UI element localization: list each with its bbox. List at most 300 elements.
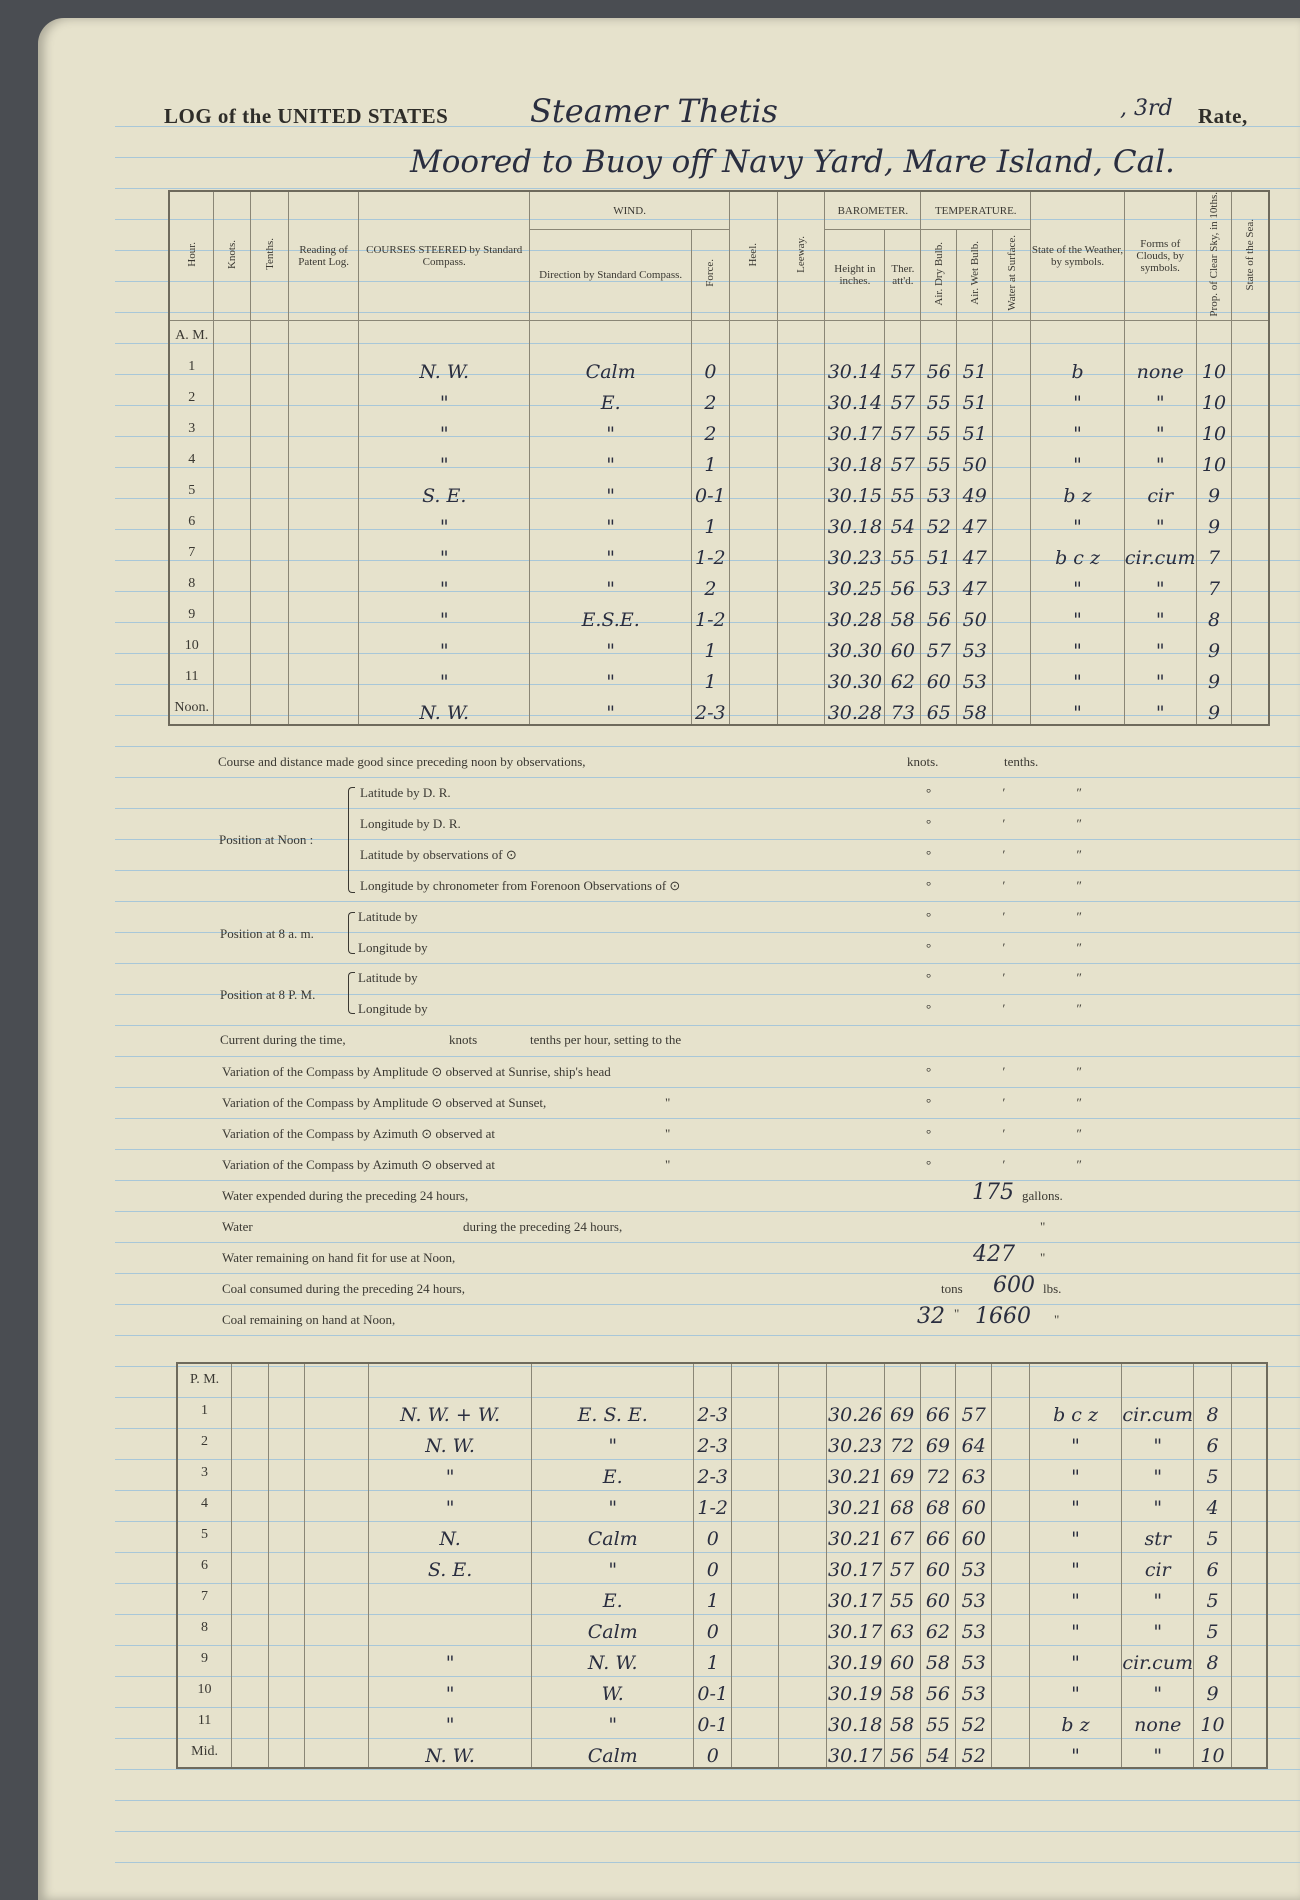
barometer-cell: 30.14 [825, 383, 885, 414]
position-8pm-label: Position at 8 P. M. [220, 987, 316, 1002]
pm8-lon-label: Longitude by [358, 1001, 428, 1016]
lat-dr-label: Latitude by D. R. [360, 785, 451, 800]
barometer-cell: 30.28 [825, 600, 885, 631]
force-cell: 1 [694, 1581, 732, 1612]
current-knots-label: knots [449, 1032, 478, 1047]
col-force: Force. [691, 230, 729, 321]
barometer-cell: 30.18 [825, 507, 885, 538]
ther-attd-cell: 72 [884, 1426, 920, 1457]
clear-sky-cell: 10 [1194, 1736, 1232, 1768]
water-surface-cell [992, 1736, 1029, 1768]
ruled-line [115, 1242, 1300, 1243]
clouds-cell: " [1124, 445, 1196, 476]
dry-bulb-cell: 62 [920, 1612, 956, 1643]
heel-cell [729, 631, 777, 662]
tenths-cell [251, 445, 289, 476]
tenths-cell [251, 693, 289, 725]
rate-label: Rate, [1198, 104, 1248, 128]
ther-attd-cell: 58 [884, 1674, 920, 1705]
knots-cell [232, 1457, 268, 1488]
wind-cell: E. S. E. [532, 1395, 694, 1426]
degree-minute-second-marks: ° ′ ″ [926, 1064, 1116, 1079]
water-surface-cell [992, 1426, 1029, 1457]
course-cell: " [369, 1674, 532, 1705]
ruled-line [115, 1118, 1300, 1119]
current-label: Current during the time, [220, 1032, 346, 1047]
degree-minute-second-marks: ° ′ ″ [926, 909, 1116, 924]
wet-bulb-cell: 51 [957, 352, 993, 383]
position-8am-label: Position at 8 a. m. [220, 926, 314, 941]
ditto-6: " [954, 1306, 960, 1321]
ruled-line [115, 1211, 1300, 1212]
clear-sky-cell: 5 [1194, 1457, 1232, 1488]
leeway-cell [777, 352, 825, 383]
log-row [177, 1457, 1267, 1488]
clear-sky-cell: 6 [1194, 1426, 1232, 1457]
tenths-cell [251, 600, 289, 631]
course-cell [369, 1612, 532, 1643]
force-cell: 1 [691, 631, 729, 662]
force-cell: 0 [694, 1550, 732, 1581]
water-surface-cell [992, 1612, 1029, 1643]
course-cell: N. W. + W. [369, 1395, 532, 1426]
wet-bulb-cell: 53 [956, 1581, 992, 1612]
pm8-lat-label: Latitude by [358, 970, 418, 985]
course-cell: " [369, 1488, 532, 1519]
col-air-dry: Air. Dry Bulb. [921, 230, 957, 321]
force-cell: 0 [694, 1612, 732, 1643]
wind-cell: " [530, 662, 691, 693]
knots-cell [232, 1581, 268, 1612]
tenths-cell [251, 538, 289, 569]
water-label: Water [222, 1219, 253, 1234]
wet-bulb-cell: 47 [957, 507, 993, 538]
water-surface-cell [993, 383, 1031, 414]
log-heading: LOG of the UNITED STATES [164, 104, 449, 128]
col-leeway: Leeway. [777, 191, 825, 320]
heel-cell [732, 1674, 779, 1705]
barometer-cell: 30.23 [826, 1426, 884, 1457]
wind-cell: Calm [532, 1612, 694, 1643]
sea-cell [1232, 538, 1269, 569]
ruled-line [115, 1304, 1300, 1305]
heel-cell [729, 352, 777, 383]
sea-cell [1231, 1457, 1267, 1488]
leeway-cell [779, 1674, 826, 1705]
clouds-cell: cir.cum [1124, 538, 1196, 569]
wind-cell: " [530, 476, 691, 507]
col-clouds: Forms of Clouds, by symbols. [1124, 191, 1196, 320]
wet-bulb-cell: 63 [956, 1457, 992, 1488]
coal-remaining-label: Coal remaining on hand at Noon, [222, 1312, 396, 1327]
heel-cell [729, 414, 777, 445]
water-surface-cell [993, 600, 1031, 631]
lon-dr-label: Longitude by D. R. [360, 816, 461, 831]
hour-cell: 4 [177, 1488, 232, 1519]
wind-cell: W. [532, 1674, 694, 1705]
wind-cell: Calm [530, 352, 691, 383]
tenths-cell [268, 1674, 304, 1705]
am8-brace [348, 912, 355, 954]
wind-cell: Calm [532, 1519, 694, 1550]
clouds-cell: " [1122, 1488, 1194, 1519]
log-row [169, 476, 1269, 507]
ther-attd-cell: 60 [884, 1643, 920, 1674]
knots-cell [232, 1643, 268, 1674]
leeway-cell [779, 1581, 826, 1612]
log-row [177, 1488, 1267, 1519]
col-ther-attd: Ther. att'd. [885, 230, 921, 321]
ruled-line [115, 1180, 1300, 1181]
knots-cell [232, 1550, 268, 1581]
force-cell: 0-1 [694, 1705, 732, 1736]
tenths-cell [251, 507, 289, 538]
patent-log-cell [289, 507, 359, 538]
ruled-line [115, 777, 1300, 778]
dry-bulb-cell: 53 [921, 476, 957, 507]
weather-cell: " [1029, 1519, 1122, 1550]
tenths-cell [268, 1612, 304, 1643]
patent-log-cell [305, 1705, 369, 1736]
course-cell: S. E. [369, 1550, 532, 1581]
lbs-label: lbs. [1043, 1281, 1062, 1296]
heel-cell [732, 1736, 779, 1768]
force-cell: 1-2 [694, 1488, 732, 1519]
leeway-cell [779, 1612, 826, 1643]
force-cell: 0 [694, 1519, 732, 1550]
weather-cell: " [1031, 507, 1125, 538]
hour-cell: 10 [169, 631, 214, 662]
force-cell: 2-3 [694, 1395, 732, 1426]
weather-cell: " [1031, 693, 1125, 725]
wind-cell: " [532, 1550, 694, 1581]
ditto-1: " [665, 1095, 671, 1110]
heel-cell [729, 693, 777, 725]
wet-bulb-cell: 52 [956, 1705, 992, 1736]
dry-bulb-cell: 56 [920, 1674, 956, 1705]
am-label-row [169, 320, 1269, 352]
log-row [169, 631, 1269, 662]
log-row [177, 1519, 1267, 1550]
course-distance-label: Course and distance made good since preceding noon by observations, [218, 754, 586, 769]
hour-cell: 7 [169, 538, 214, 569]
force-cell: 0 [691, 352, 729, 383]
hour-cell: 6 [169, 507, 214, 538]
dry-bulb-cell: 55 [921, 414, 957, 445]
tons-label: tons [941, 1281, 963, 1296]
clouds-cell: " [1124, 507, 1196, 538]
wind-cell: E. [532, 1457, 694, 1488]
ditto-3: " [665, 1157, 671, 1172]
water-surface-cell [992, 1705, 1029, 1736]
clouds-cell: " [1124, 662, 1196, 693]
clear-sky-cell: 9 [1196, 507, 1232, 538]
course-cell: S. E. [359, 476, 530, 507]
heel-cell [732, 1519, 779, 1550]
wet-bulb-cell: 51 [957, 383, 993, 414]
ther-attd-cell: 57 [885, 445, 921, 476]
hour-cell: 9 [177, 1643, 232, 1674]
col-courses: COURSES STEERED by Standard Compass. [359, 191, 530, 320]
dry-bulb-cell: 60 [920, 1581, 956, 1612]
weather-cell: " [1029, 1612, 1122, 1643]
barometer-cell: 30.19 [826, 1674, 884, 1705]
wind-cell: " [530, 569, 691, 600]
wind-cell: N. W. [532, 1643, 694, 1674]
clear-sky-cell: 10 [1196, 352, 1232, 383]
wet-bulb-cell: 53 [956, 1643, 992, 1674]
clouds-cell: " [1124, 600, 1196, 631]
hour-cell: 3 [177, 1457, 232, 1488]
clouds-cell: " [1122, 1581, 1194, 1612]
ther-attd-cell: 62 [885, 662, 921, 693]
dry-bulb-cell: 65 [921, 693, 957, 725]
ther-attd-cell: 58 [884, 1705, 920, 1736]
patent-log-cell [289, 383, 359, 414]
barometer-cell: 30.30 [825, 631, 885, 662]
barometer-cell: 30.17 [826, 1550, 884, 1581]
heel-cell [732, 1705, 779, 1736]
dry-bulb-cell: 72 [920, 1457, 956, 1488]
force-cell: 1 [691, 662, 729, 693]
sea-cell [1232, 600, 1269, 631]
water-expended-value: 175 [972, 1180, 1014, 1205]
weather-cell: b z [1029, 1705, 1122, 1736]
dry-bulb-cell: 56 [921, 600, 957, 631]
log-row [177, 1736, 1267, 1768]
hour-cell: 8 [177, 1612, 232, 1643]
weather-cell: b c z [1029, 1395, 1122, 1426]
degree-minute-second-marks: ° ′ ″ [926, 816, 1116, 831]
ther-attd-cell: 57 [884, 1550, 920, 1581]
course-cell: " [359, 600, 530, 631]
water-surface-cell [992, 1581, 1029, 1612]
dry-bulb-cell: 60 [920, 1550, 956, 1581]
current-tenths-label: tenths per hour, setting to the [530, 1032, 682, 1047]
pm-label-row [177, 1363, 1267, 1395]
noon-brace [348, 787, 355, 893]
clear-sky-cell: 7 [1196, 538, 1232, 569]
degree-minute-second-marks: ° ′ ″ [926, 847, 1116, 862]
knots-cell [232, 1612, 268, 1643]
leeway-cell [777, 383, 825, 414]
log-row [169, 383, 1269, 414]
hour-cell: 4 [169, 445, 214, 476]
course-cell: " [359, 538, 530, 569]
patent-log-cell [305, 1674, 369, 1705]
patent-log-cell [289, 662, 359, 693]
ther-attd-cell: 58 [885, 600, 921, 631]
weather-cell: " [1031, 383, 1125, 414]
tenths-label: tenths. [1004, 754, 1039, 769]
log-row [177, 1643, 1267, 1674]
ruled-line [115, 1769, 1300, 1770]
tenths-cell [251, 414, 289, 445]
force-cell: 2 [691, 414, 729, 445]
col-clear-sky: Prop. of Clear Sky, in 10ths. [1196, 191, 1232, 320]
wet-bulb-cell: 53 [956, 1550, 992, 1581]
ther-attd-cell: 67 [884, 1519, 920, 1550]
barometer-cell: 30.25 [825, 569, 885, 600]
course-cell: " [359, 383, 530, 414]
water-remaining-label: Water remaining on hand fit for use at Noon, [222, 1250, 456, 1265]
leeway-cell [779, 1457, 826, 1488]
knots-label: knots. [907, 754, 939, 769]
log-row [169, 538, 1269, 569]
wind-cell: Calm [532, 1736, 694, 1768]
knots-cell [232, 1705, 268, 1736]
heel-cell [732, 1581, 779, 1612]
barometer-cell: 30.19 [826, 1643, 884, 1674]
tenths-cell [268, 1736, 304, 1768]
patent-log-cell [305, 1395, 369, 1426]
wet-bulb-cell: 58 [957, 693, 993, 725]
ther-attd-cell: 54 [885, 507, 921, 538]
ther-attd-cell: 55 [885, 476, 921, 507]
heel-cell [729, 507, 777, 538]
weather-cell: " [1029, 1581, 1122, 1612]
leeway-cell [779, 1643, 826, 1674]
ther-attd-cell: 55 [885, 538, 921, 569]
ruled-line [115, 1087, 1300, 1088]
sea-cell [1231, 1519, 1267, 1550]
knots-cell [214, 476, 251, 507]
ruled-line [115, 1273, 1300, 1274]
water-surface-cell [993, 662, 1031, 693]
log-row [177, 1612, 1267, 1643]
knots-cell [214, 693, 251, 725]
weather-cell: " [1031, 569, 1125, 600]
wind-cell: E. [532, 1581, 694, 1612]
tenths-cell [251, 476, 289, 507]
degree-minute-second-marks: ° ′ ″ [926, 1095, 1116, 1110]
tenths-cell [251, 383, 289, 414]
water-surface-cell [993, 414, 1031, 445]
weather-cell: " [1029, 1643, 1122, 1674]
am8-lat-label: Latitude by [358, 909, 418, 924]
heel-cell [732, 1395, 779, 1426]
col-water-surface: Water at Surface. [993, 230, 1031, 321]
sea-cell [1231, 1395, 1267, 1426]
patent-log-cell [289, 693, 359, 725]
heel-cell [729, 538, 777, 569]
patent-log-cell [305, 1643, 369, 1674]
log-row [177, 1550, 1267, 1581]
heel-cell [729, 445, 777, 476]
clear-sky-cell: 8 [1196, 600, 1232, 631]
tenths-cell [251, 662, 289, 693]
leeway-cell [777, 662, 825, 693]
heel-cell [729, 476, 777, 507]
force-cell: 1-2 [691, 538, 729, 569]
dry-bulb-cell: 58 [920, 1643, 956, 1674]
patent-log-cell [305, 1426, 369, 1457]
weather-cell: " [1031, 414, 1125, 445]
location-line: Moored to Buoy off Navy Yard, Mare Island, Cal. [410, 144, 1175, 180]
heel-cell [732, 1488, 779, 1519]
water-surface-cell [993, 631, 1031, 662]
sea-cell [1231, 1612, 1267, 1643]
water-surface-cell [993, 476, 1031, 507]
leeway-cell [779, 1395, 826, 1426]
course-cell: N. [369, 1519, 532, 1550]
ther-attd-cell: 57 [885, 414, 921, 445]
ther-attd-cell: 56 [884, 1736, 920, 1768]
tenths-cell [251, 631, 289, 662]
clear-sky-cell: 9 [1194, 1674, 1232, 1705]
ruled-line [115, 1149, 1300, 1150]
clouds-cell: " [1124, 383, 1196, 414]
dry-bulb-cell: 66 [920, 1395, 956, 1426]
course-cell: " [369, 1643, 532, 1674]
force-cell: 1 [691, 507, 729, 538]
hour-cell: 6 [177, 1550, 232, 1581]
hour-cell: 8 [169, 569, 214, 600]
clouds-cell: " [1124, 631, 1196, 662]
pm-log-table [176, 1362, 1268, 1769]
log-row [169, 414, 1269, 445]
weather-cell: b [1031, 352, 1125, 383]
clouds-cell: cir.cum [1122, 1643, 1194, 1674]
degree-minute-second-marks: ° ′ ″ [926, 1126, 1116, 1141]
sea-cell [1231, 1674, 1267, 1705]
weather-cell: " [1029, 1488, 1122, 1519]
ther-attd-cell: 57 [885, 352, 921, 383]
barometer-cell: 30.18 [826, 1705, 884, 1736]
knots-cell [232, 1519, 268, 1550]
wind-cell: " [530, 538, 691, 569]
wind-cell: " [530, 631, 691, 662]
clouds-cell: " [1124, 569, 1196, 600]
patent-log-cell [289, 476, 359, 507]
ruled-line [115, 188, 1300, 189]
clear-sky-cell: 9 [1196, 693, 1232, 725]
pm8-brace [348, 972, 355, 1014]
dry-bulb-cell: 51 [921, 538, 957, 569]
leeway-cell [777, 600, 825, 631]
degree-minute-second-marks: ° ′ ″ [926, 1001, 1116, 1016]
leeway-cell [779, 1488, 826, 1519]
ther-attd-cell: 68 [884, 1488, 920, 1519]
degree-minute-second-marks: ° ′ ″ [926, 970, 1116, 985]
heel-cell [732, 1457, 779, 1488]
tenths-cell [268, 1457, 304, 1488]
heel-cell [729, 569, 777, 600]
heel-cell [729, 383, 777, 414]
dry-bulb-cell: 52 [921, 507, 957, 538]
ther-attd-cell: 56 [885, 569, 921, 600]
col-height: Height in inches. [825, 230, 885, 321]
barometer-cell: 30.28 [825, 693, 885, 725]
wet-bulb-cell: 64 [956, 1426, 992, 1457]
rate-number: , 3rd [1120, 96, 1173, 121]
coal-remaining-tons: 32 [917, 1304, 945, 1329]
log-row [169, 445, 1269, 476]
knots-cell [232, 1426, 268, 1457]
ruled-line [115, 901, 1300, 902]
hour-cell: 11 [169, 662, 214, 693]
position-noon-label: Position at Noon : [219, 832, 314, 847]
water-surface-cell [992, 1457, 1029, 1488]
ruled-line [115, 1335, 1300, 1336]
clear-sky-cell: 9 [1196, 631, 1232, 662]
hour-cell: 1 [177, 1395, 232, 1426]
sea-cell [1232, 507, 1269, 538]
dry-bulb-cell: 68 [920, 1488, 956, 1519]
heel-cell [732, 1426, 779, 1457]
wet-bulb-cell: 49 [957, 476, 993, 507]
force-cell: 2-3 [694, 1457, 732, 1488]
